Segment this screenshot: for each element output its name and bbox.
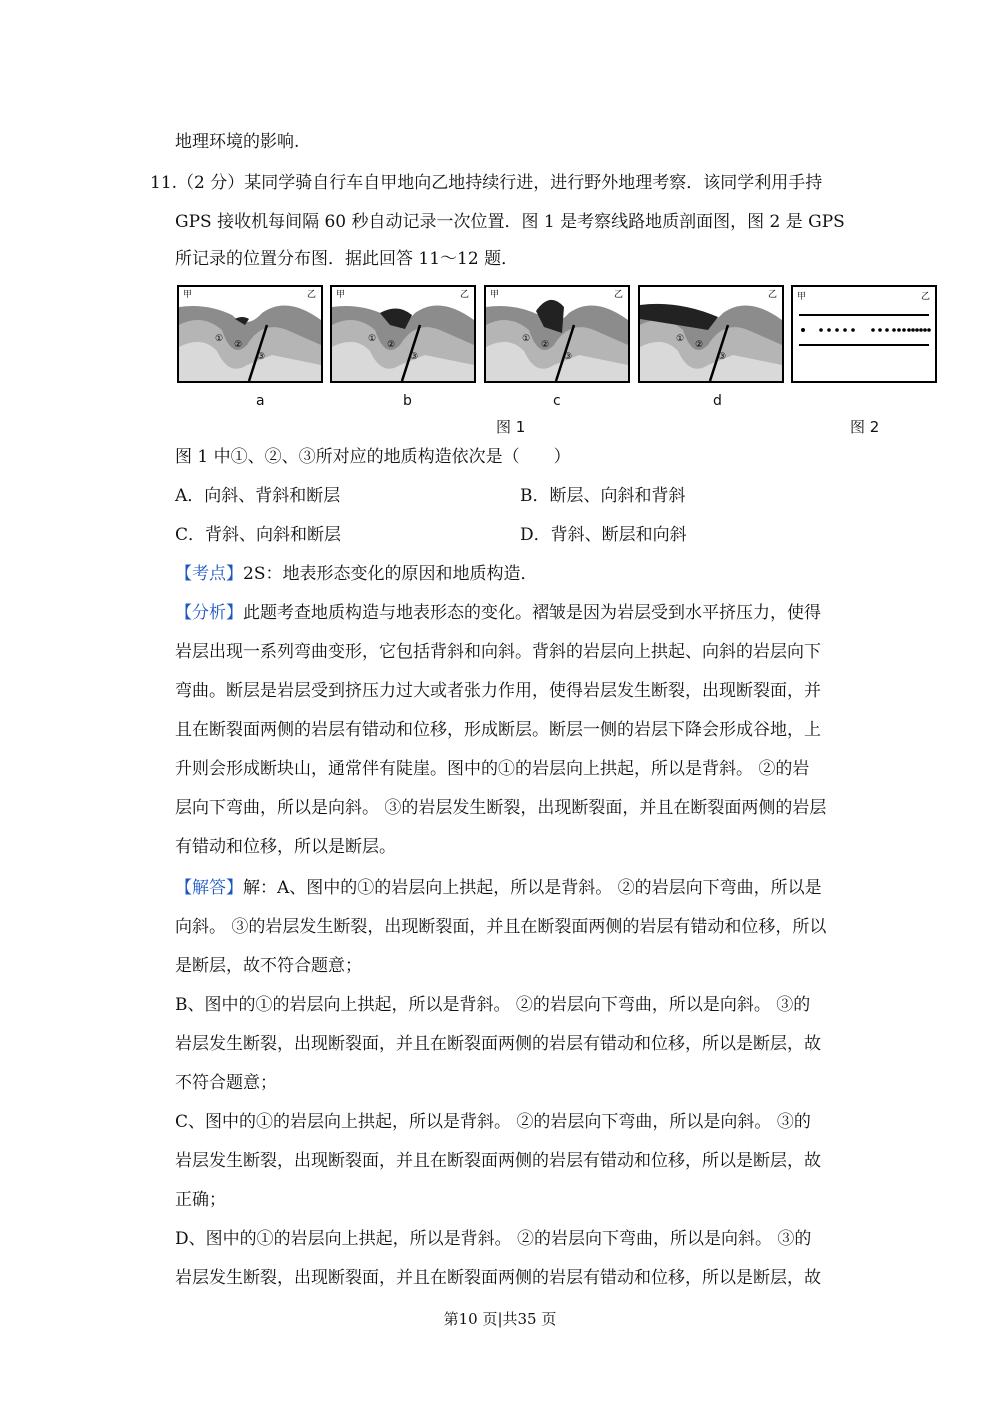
kaodian-text: 2S：地表形态变化的原因和地质构造． [243,564,538,584]
end-label: 乙 [768,290,778,300]
fenxi-line-4: 且在断裂面两侧的岩层有错动和位移，形成断层。断层一侧的岩层下降会形成谷地，上 [175,720,821,740]
kaodian-tag: 【考点】 [175,564,243,584]
jieda-line-8: 岩层发生断裂，出现断裂面，并且在断裂面两侧的岩层有错动和位移，所以是断层，故 [175,1151,821,1171]
jieda-line-3: 是断层，故不符合题意； [175,956,362,976]
gps-record-panel [791,285,937,383]
jieda-line-11: 岩层发生断裂，出现断裂面，并且在断裂面两侧的岩层有错动和位移，所以是断层，故 [175,1268,821,1288]
question-line-2: GPS 接收机每间隔 60 秒自动记录一次位置．图 1 是考察线路地质剖面图，图 2 是 GPS [175,212,845,232]
fenxi-line-7: 有错动和位移，所以是断层。 [175,837,396,857]
fenxi-line-3: 弯曲。断层是岩层受到挤压力过大或者张力作用，使得岩层发生断裂，出现断裂面，并 [175,681,821,701]
jieda-line-4: B、图中的①的岩层向上拱起，所以是背斜。 ②的岩层向下弯曲，所以是向斜。 ③的 [175,995,811,1015]
cross-section-panel-d [638,285,784,383]
fenxi-text: 此题考查地质构造与地表形态的变化。褶皱是因为岩层受到水平挤压力，使得 [243,603,821,623]
panel-label-b: b [403,393,412,409]
option-d: D．背斜、断层和向斜 [520,525,687,545]
end-label: 乙 [614,290,624,300]
option-b: B．断层、向斜和背斜 [520,486,686,506]
start-label: 甲 [797,292,807,302]
marker-3: ③ [718,352,727,362]
marker-1: ① [522,334,531,344]
page-footer: 第10 页|共35 页 [443,1310,557,1328]
panel-label-c: c [553,393,561,409]
marker-2: ② [695,340,704,350]
end-label: 乙 [307,290,317,300]
fenxi-line-1 [175,602,821,624]
marker-3: ③ [410,352,419,362]
jieda-line-5: 岩层发生断裂，出现断裂面，并且在断裂面两侧的岩层有错动和位移，所以是断层，故 [175,1034,821,1054]
marker-2: ② [387,340,396,350]
cross-section-panel-b [330,285,476,383]
jieda-line-2: 向斜。 ③的岩层发生断裂，出现断裂面，并且在断裂面两侧的岩层有错动和位移，所以 [175,917,827,937]
jieda-line-9: 正确； [175,1190,226,1210]
marker-2: ② [234,340,243,350]
jieda-line-1 [175,877,822,899]
cross-section-panel-c [484,285,630,383]
fenxi-line-2: 岩层出现一系列弯曲变形，它包括背斜和向斜。背斜的岩层向上拱起、向斜的岩层向下 [175,642,821,662]
start-label: 甲 [183,290,193,300]
marker-3: ③ [564,352,573,362]
panel-label-a: a [256,393,265,409]
question-line-1: 11.（2 分）某同学骑自行车自甲地向乙地持续行进，进行野外地理考察．该同学利用手持 [150,173,823,193]
jieda-line-10: D、图中的①的岩层向上拱起，所以是背斜。 ②的岩层向下弯曲，所以是向斜。 ③的 [175,1229,812,1249]
marker-1: ① [676,334,685,344]
figure-1-caption: 图 1 [496,418,526,436]
start-label: 甲 [490,290,500,300]
cross-section-panel-a [177,285,323,383]
end-label: 乙 [921,292,931,302]
fenxi-line-6: 层向下弯曲，所以是向斜。 ③的岩层发生断裂，出现断裂面，并且在断裂面两侧的岩层 [175,798,827,818]
figure-2-caption: 图 2 [850,418,880,436]
option-a: A．向斜、背斜和断层 [175,486,341,506]
kaodian-line [175,563,537,585]
jieda-tag: 【解答】 [175,878,243,898]
fenxi-line-5: 升则会形成断块山，通常伴有陡崖。图中的①的岩层向上拱起，所以是背斜。 ②的岩 [175,759,810,779]
prev-text-tail: 地理环境的影响. [175,132,300,152]
marker-1: ① [215,334,224,344]
jieda-line-7: C、图中的①的岩层向上拱起，所以是背斜。 ②的岩层向下弯曲，所以是向斜。 ③的 [175,1112,811,1132]
option-c: C．背斜、向斜和断层 [175,525,342,545]
start-label: 甲 [644,290,654,300]
start-label: 甲 [336,290,346,300]
marker-3: ③ [257,352,266,362]
jieda-line-6: 不符合题意； [175,1073,277,1093]
question-line-3: 所记录的位置分布图．据此回答 11～12 题． [175,249,519,269]
end-label: 乙 [460,290,470,300]
panel-label-d: d [713,393,722,409]
question-stem: 图 1 中①、②、③所对应的地质构造依次是（ ） [175,447,571,467]
marker-2: ② [541,340,550,350]
fenxi-tag: 【分析】 [175,603,243,623]
jieda-text: 解：A、图中的①的岩层向上拱起，所以是背斜。 ②的岩层向下弯曲，所以是 [243,878,822,898]
marker-1: ① [368,334,377,344]
